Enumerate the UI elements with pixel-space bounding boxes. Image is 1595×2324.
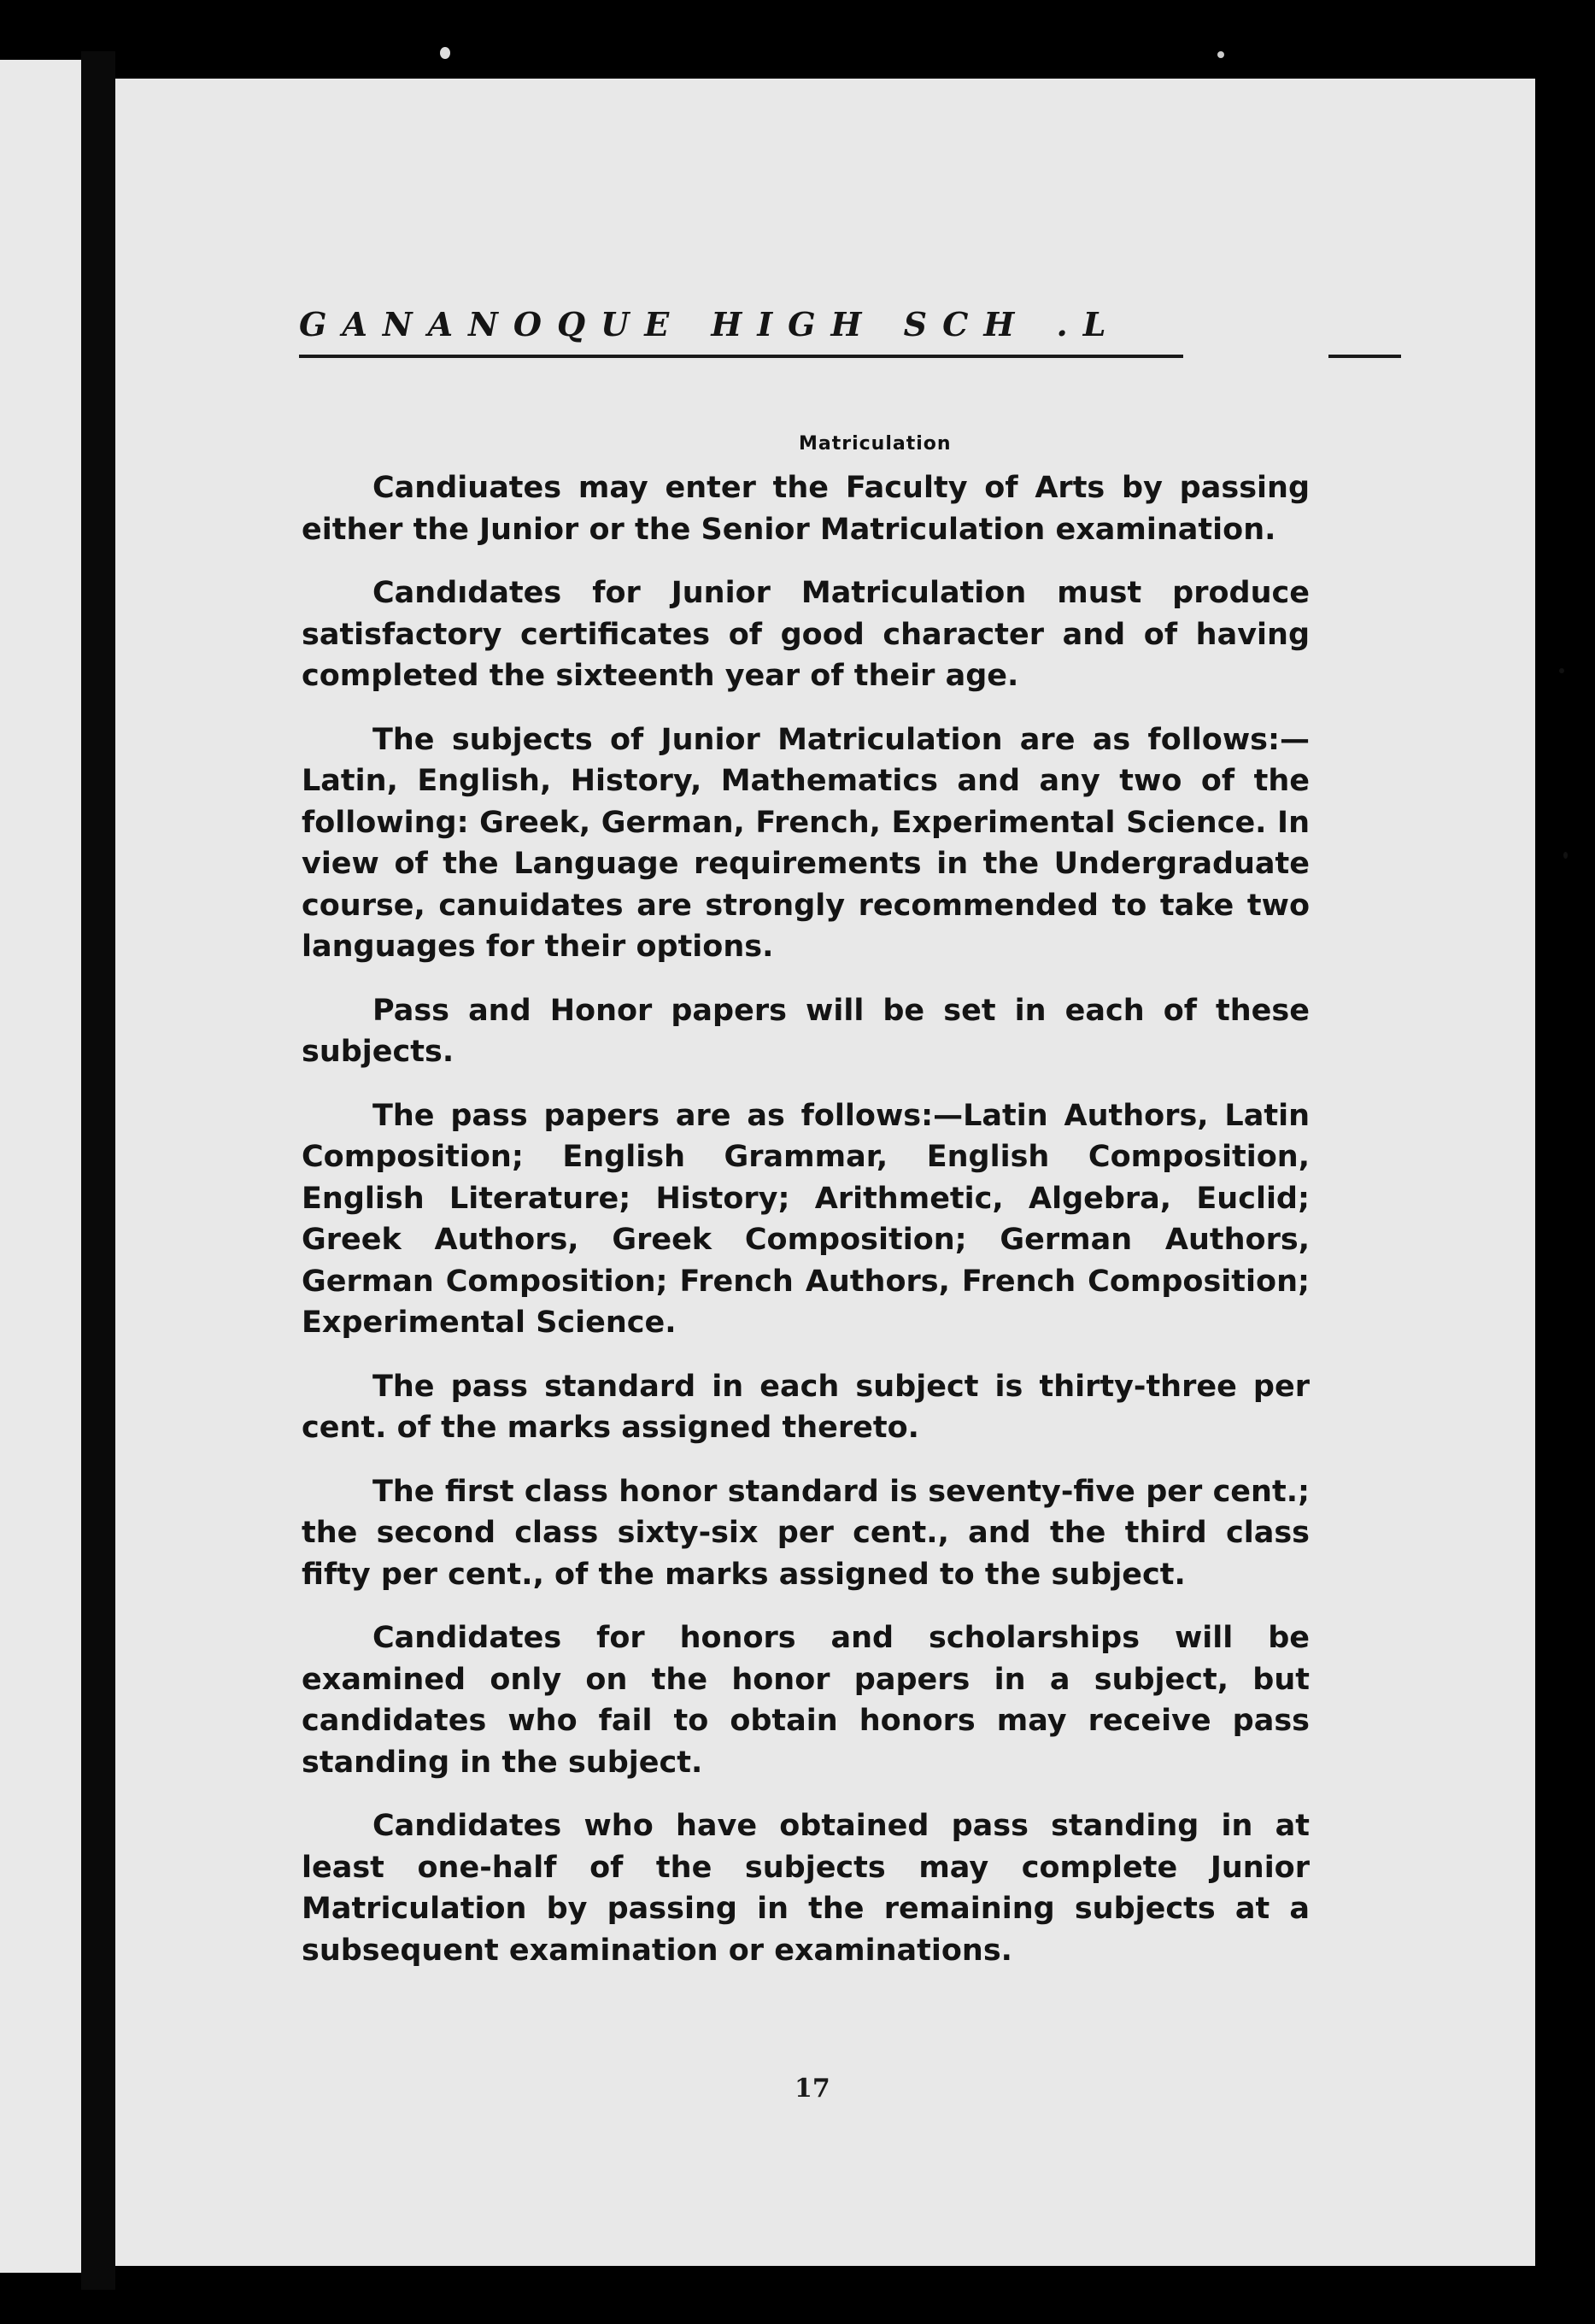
paragraph: The subjects of Junior Matriculation are as follows:— Latin, English, History, Mathematics and any two of the following: Greek, German, French, Experimental Science. In view of the Language requirements in the Undergraduate course, canuidates are strongly recommended to take two languages for their options. (302, 722, 1310, 964)
section-heading: Matriculation (799, 433, 952, 455)
paragraph: Candidates for honors and scholarships will be examined only on the honor papers in a subject, but candidates who fail to obtain honors may receive pass standing in the subject. (302, 1621, 1310, 1780)
running-header (299, 305, 1427, 365)
document-page (115, 79, 1535, 2266)
scan-speck (1559, 668, 1564, 673)
paragraph: Pass and Honor papers will be set in each of these subjects. (302, 993, 1310, 1069)
scan-speck (1563, 852, 1568, 859)
scan-speck (1217, 51, 1224, 58)
header-rule (299, 355, 1183, 358)
paragraph: The pass papers are as follows:—Latin Authors, Latin Composition; English Grammar, English Composition, English Literature; History; Arithmetic, Algebra, Euclid; Greek Authors, Greek Composition; German Authors, German Composition; French Authors, French Composition; Experimental Science. (302, 1098, 1310, 1340)
paragraph: The pass standard in each subject is thirty-three per cent. of the marks assigned thereto. (302, 1369, 1310, 1445)
book-gutter (81, 51, 115, 2290)
paragraph: Candiuates may enter the Faculty of Arts by passing either the Junior or the Senior Matriculation examination. (302, 471, 1310, 547)
facing-page-edge (0, 60, 81, 2273)
body-text (302, 467, 1310, 1993)
paragraph: Candıdates for Junior Matriculation must produce satisfactory certificates of good character and of having completed the sixteenth year of their age. (302, 576, 1310, 693)
paragraph: Candidates who have obtained pass standing in at least one-half of the subjects may complete Junior Matriculation by passing in the remaining subjects at a subsequent examination or examinations. (302, 1809, 1310, 1968)
page-number: 17 (795, 2074, 830, 2104)
header-title: GANANOQUE HIGH SCH .L (299, 305, 1122, 343)
paragraph: The first class honor standard is seventy-five per cent.; the second class sixty-six per cent., and the third class fifty per cent., of the marks assigned to the subject. (302, 1474, 1310, 1592)
header-rule-right (1328, 355, 1401, 358)
scan-speck (440, 47, 450, 59)
